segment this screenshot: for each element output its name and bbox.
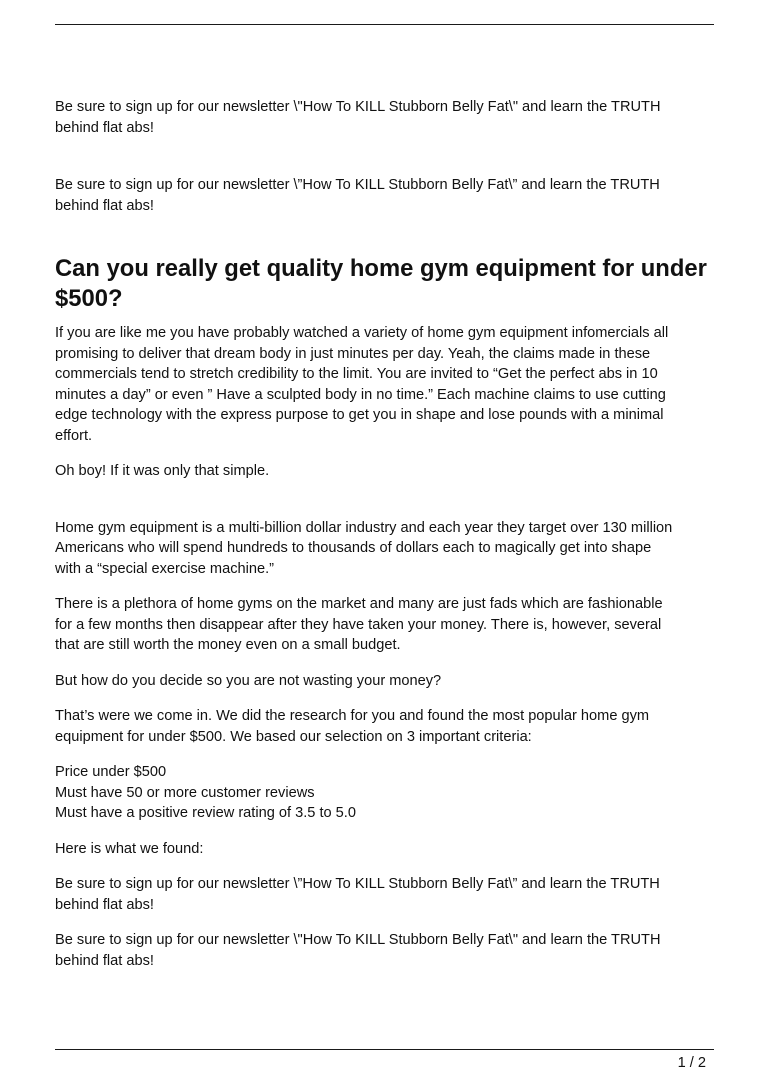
newsletter-promo-4: Be sure to sign up for our newsletter \"How To KILL Stubborn Belly Fat\" and learn the TRUTH behind flat abs! bbox=[55, 932, 661, 969]
paragraph-plethora: There is a plethora of home gyms on the market and many are just fads which are fashionable for a few months then disappear after they have taken your money. There is, however, several that are still worth the money even on a small budget. bbox=[55, 596, 663, 653]
newsletter-promo-1: Be sure to sign up for our newsletter \"How To KILL Stubborn Belly Fat\" and learn the TRUTH behind flat abs! bbox=[55, 99, 661, 136]
article-heading: Can you really get quality home gym equipment for under $500? bbox=[55, 255, 707, 312]
paragraph-question: But how do you decide so you are not wasting your money? bbox=[55, 672, 442, 689]
footer-rule bbox=[55, 1049, 714, 1050]
newsletter-promo-3: Be sure to sign up for our newsletter \”How To KILL Stubborn Belly Fat\” and learn the TRUTH behind flat abs! bbox=[55, 876, 660, 913]
paragraph-intro: If you are like me you have probably watched a variety of home gym equipment infomercials all promising to deliver that dream body in just minutes per day. Yeah, the claims made in these commercials tend to stretch credibility to the limit. You are invited to “Get the perfect abs in 10 minutes a day” or even ” Have a sculpted body in no time.” Each machine claims to use cutting edge technology with the express purpose to get you in shape and lose pounds with a minimal effort. bbox=[55, 325, 669, 444]
paragraph-oh-boy: Oh boy! If it was only that simple. bbox=[55, 463, 270, 479]
criteria-list: Price under $500 Must have 50 or more customer reviews Must have a positive review rating of 3.5 to 5.0 bbox=[55, 764, 356, 821]
page-number: 1 / 2 bbox=[677, 1055, 706, 1071]
paragraph-found: Here is what we found: bbox=[55, 840, 204, 857]
newsletter-promo-2: Be sure to sign up for our newsletter \”How To KILL Stubborn Belly Fat\” and learn the TRUTH behind flat abs! bbox=[55, 177, 660, 214]
paragraph-research: That’s were we come in. We did the research for you and found the most popular home gym equipment for under $500. We based our selection on 3 important criteria: bbox=[55, 708, 650, 745]
document-body bbox=[55, 97, 715, 971]
header-rule bbox=[55, 24, 714, 25]
paragraph-industry: Home gym equipment is a multi-billion dollar industry and each year they target over 130 million Americans who will spend hundreds to thousands of dollars each to magically get into shape with a “special exercise machine.” bbox=[55, 519, 673, 577]
